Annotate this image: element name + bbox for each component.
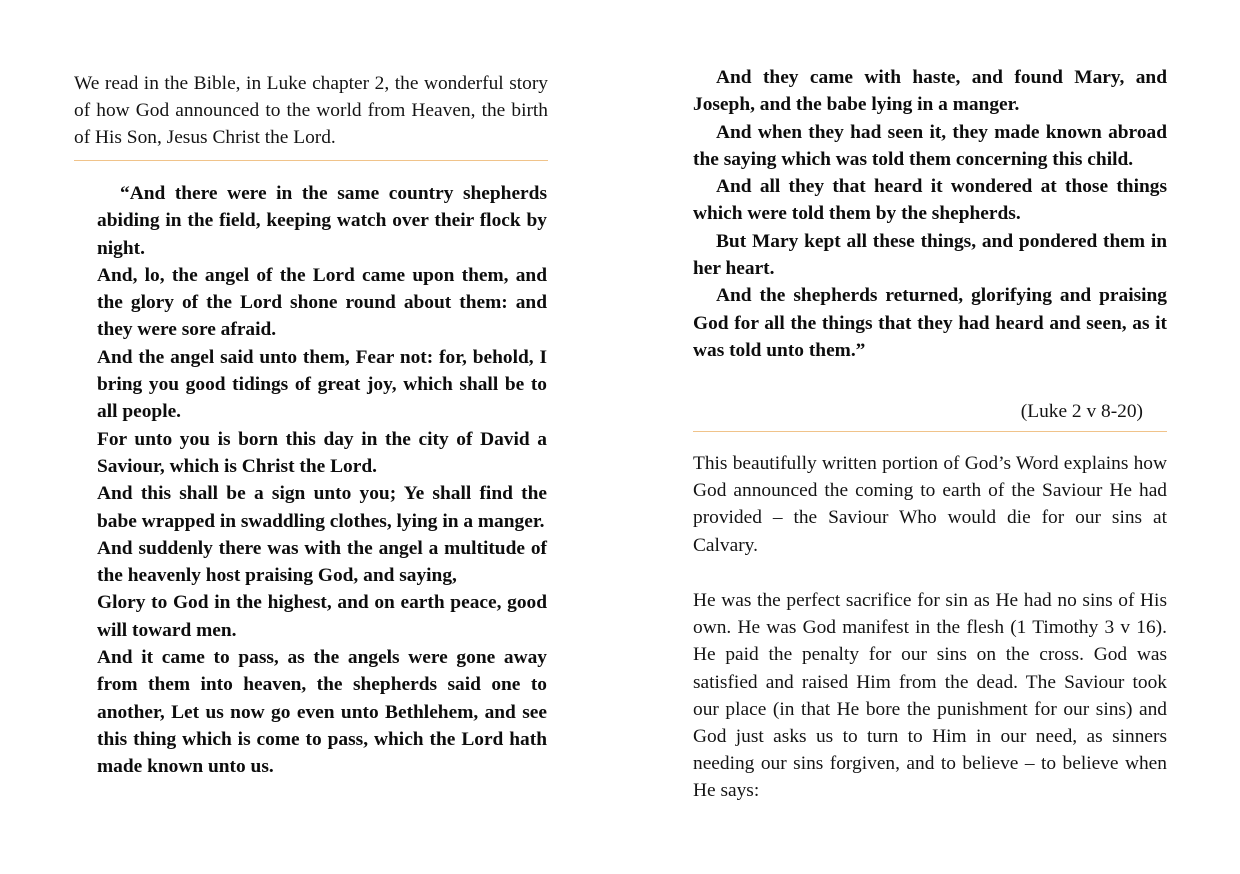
scripture-verse: And when they had seen it, they made known abroad the saying which was told them concerning this child. [693, 121, 1167, 170]
commentary-paragraph-2: He was the perfect sacrifice for sin as He had no sins of His own. He was God manifest in the flesh (1 Timothy 3 v 16). He paid the penalty for our sins on the cross. God was satisfied and raised Him from the dead. The Saviour took our place (in that He bore the punishment for our sins) and God just asks us to turn to Him in our need, as sinners needing our sins forgiven, and to believe – to believe when He says: [693, 590, 1167, 802]
scripture-verse: And the shepherds returned, glorifying and praising God for all the things that they had heard and seen, as it was told unto them.” [693, 285, 1167, 361]
intro-paragraph: We read in the Bible, in Luke chapter 2, the wonderful story of how God announced to the world from Heaven, the birth of His Son, Jesus Christ the Lord. [74, 73, 548, 149]
scripture-verse: And suddenly there was with the angel a multitude of the heavenly host praising God, and saying, [97, 537, 547, 587]
scripture-verse: And, lo, the angel of the Lord came upon them, and the glory of the Lord shone round about them: and they were sore afraid. [97, 264, 547, 341]
scripture-citation: (Luke 2 v 8-20) [1020, 401, 1143, 422]
scripture-verse: But Mary kept all these things, and pondered them in her heart. [693, 230, 1167, 280]
scripture-verse: And the angel said unto them, Fear not: for, behold, I bring you good tidings of great joy, which shall be to all people. [97, 346, 547, 423]
divider-rule-left [74, 160, 548, 161]
scripture-verse: For unto you is born this day in the city of David a Saviour, which is Christ the Lord. [97, 428, 547, 477]
scripture-verse: And all they that heard it wondered at those things which were told them by the shepherds. [693, 176, 1167, 225]
scripture-quote-right [693, 64, 1167, 364]
divider-rule-right [693, 431, 1167, 432]
scripture-verse: And they came with haste, and found Mary, and Joseph, and the babe lying in a manger. [693, 67, 1167, 116]
scripture-verse: Glory to God in the highest, and on earth peace, good will toward men. [97, 592, 547, 641]
scripture-verse: And this shall be a sign unto you; Ye shall find the babe wrapped in swaddling clothes, lying in a manger. [97, 483, 547, 532]
scripture-verse: And it came to pass, as the angels were gone away from them into heaven, the shepherds said one to another, Let us now go even unto Bethlehem, and see this thing which is come to pass, which the Lord hath made known unto us. [97, 647, 547, 778]
scripture-quote-left [97, 180, 547, 781]
scripture-verse: “And there were in the same country shepherds abiding in the field, keeping watch over their flock by night. [97, 183, 547, 259]
commentary-paragraph-1: This beautifully written portion of God’s Word explains how God announced the coming to earth of the Saviour He had provided – the Saviour Who would die for our sins at Calvary. [693, 453, 1167, 556]
